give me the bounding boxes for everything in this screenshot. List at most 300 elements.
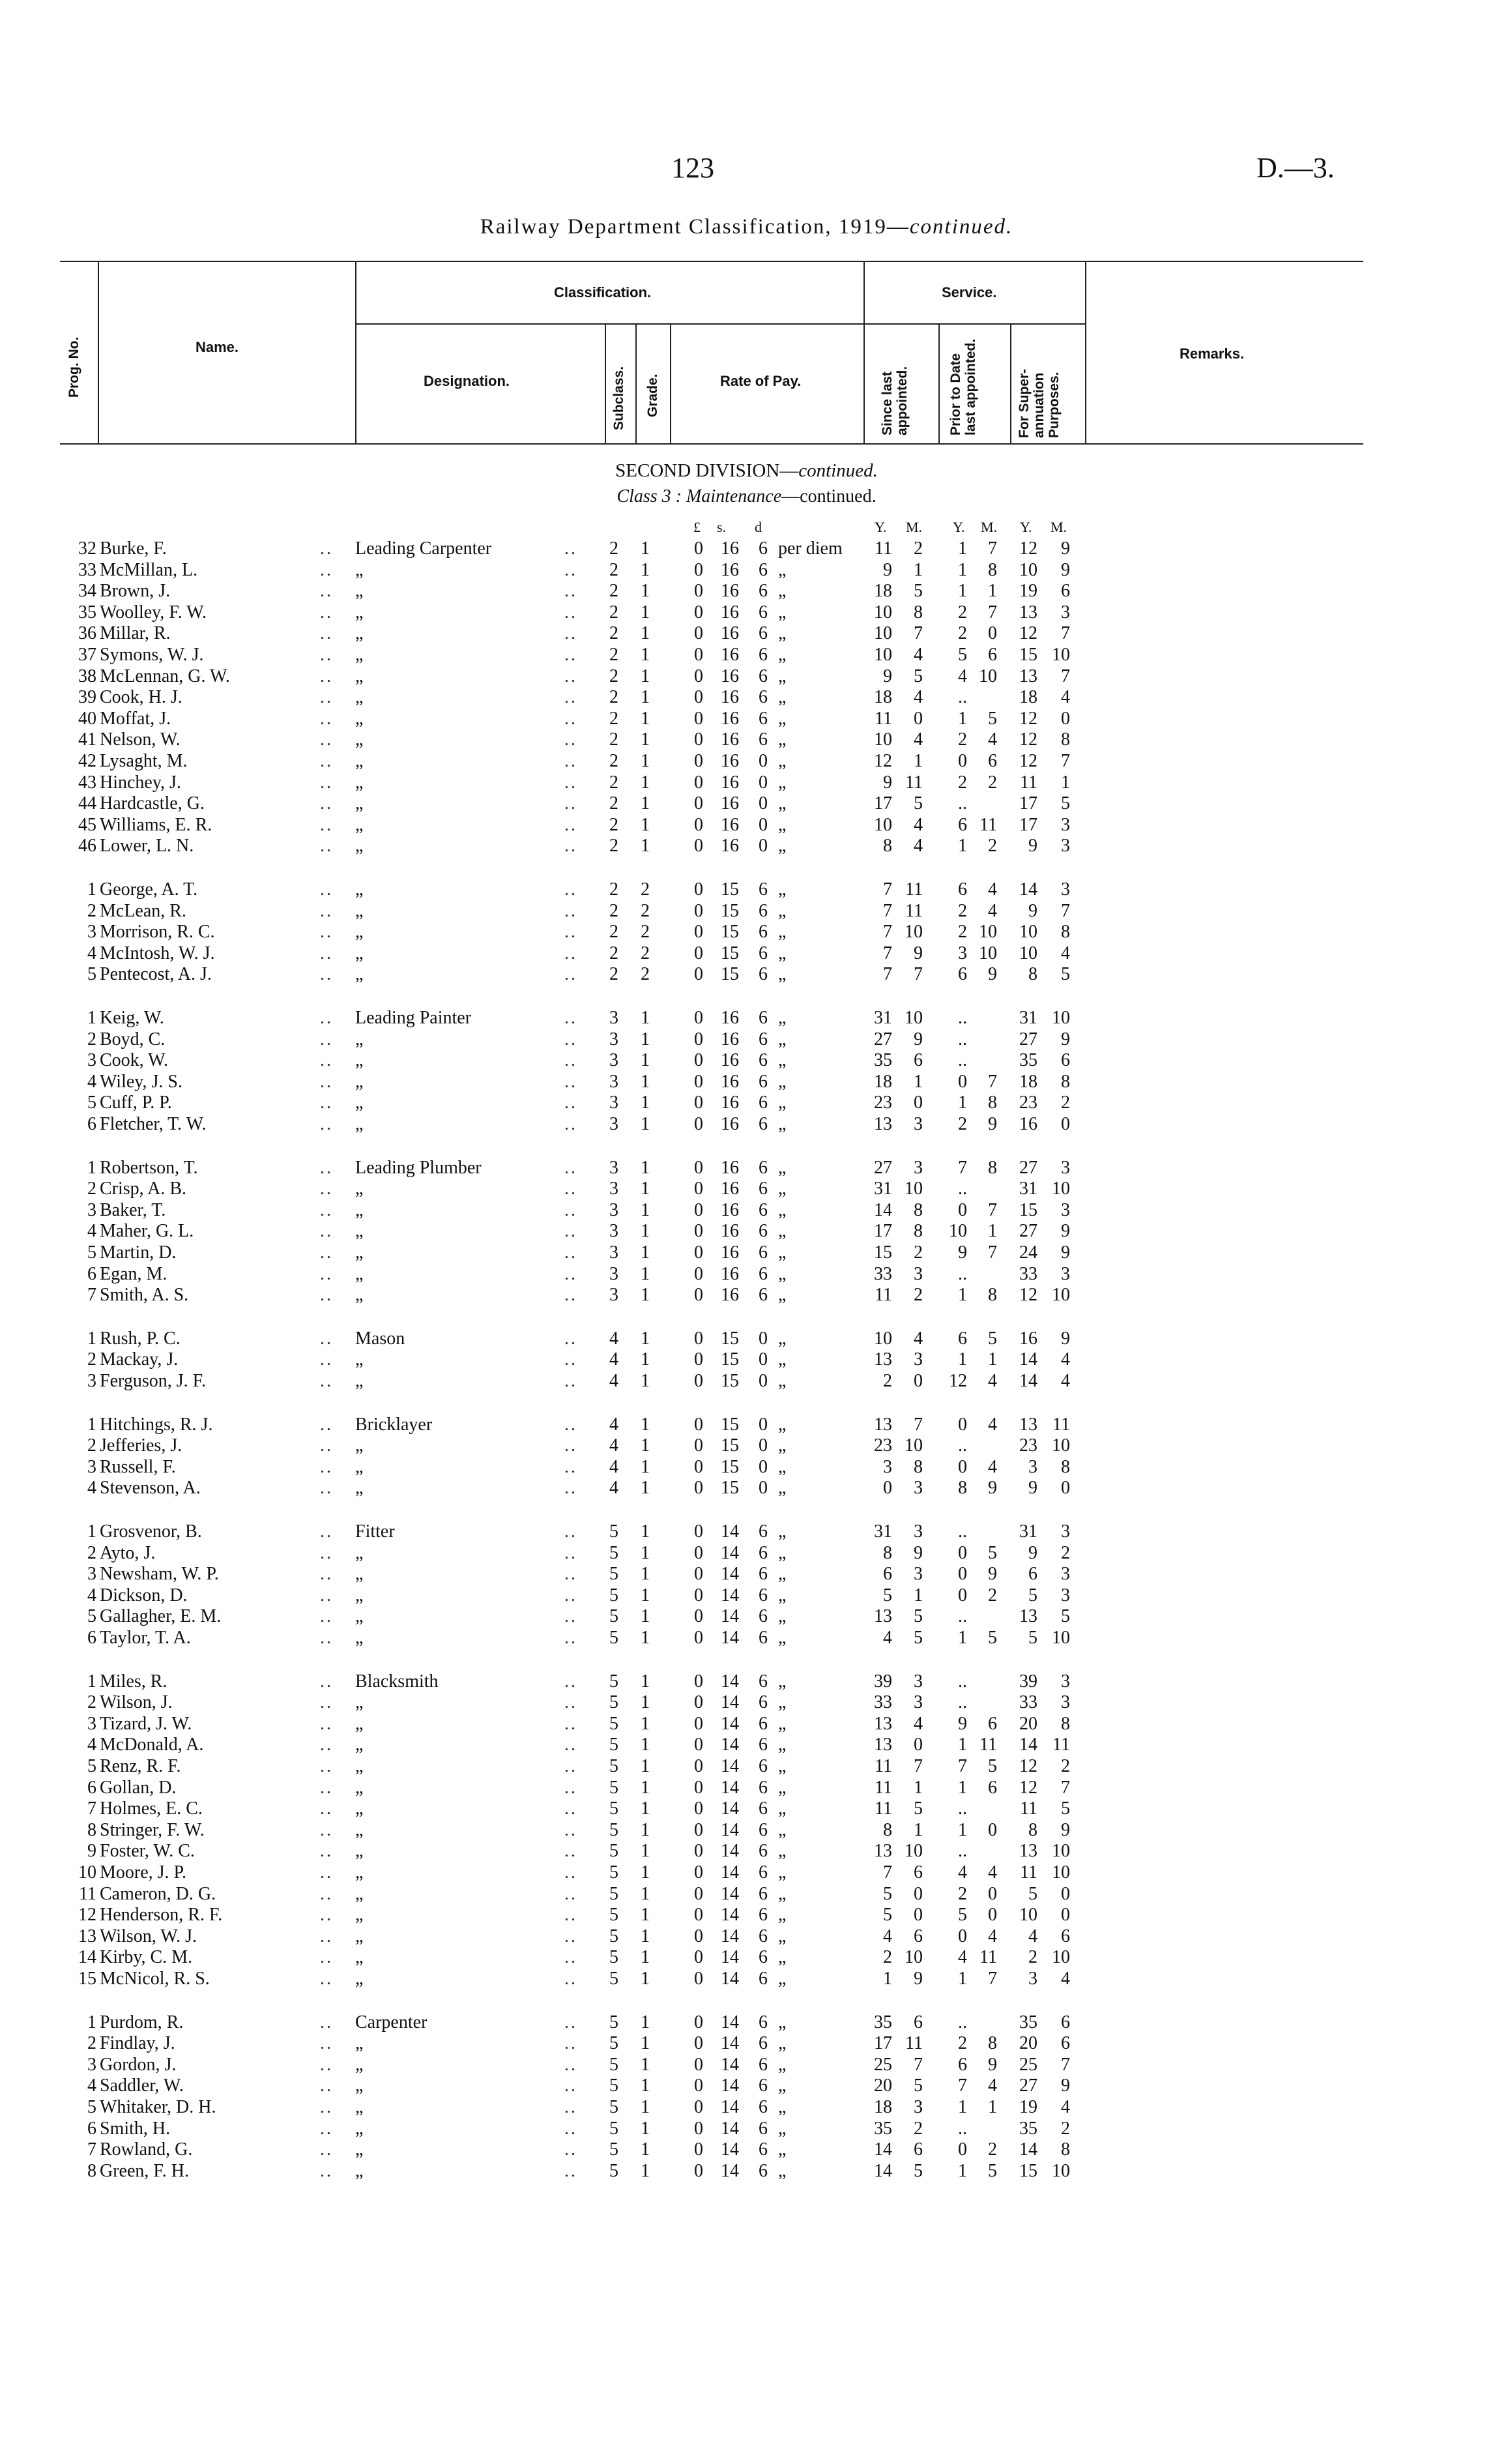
- table-row: [0, 2119, 1493, 2139]
- designation: „: [355, 1242, 364, 1263]
- pay-period: „: [778, 1564, 787, 1584]
- table-row: [0, 1606, 1493, 1627]
- subclass: 5: [609, 1884, 618, 1904]
- since-last-years: 31: [874, 1008, 892, 1028]
- since-last-months: 6: [914, 1862, 923, 1883]
- designation: Fitter: [355, 1521, 395, 1542]
- prior-years: ..: [958, 1008, 967, 1028]
- pay-pence: 6: [759, 1564, 768, 1584]
- super-years: 25: [1019, 2055, 1037, 2075]
- leader-dots: ..: [320, 943, 333, 963]
- subclass: 3: [609, 1221, 618, 1241]
- title-main: Railway Department Classification, 1919—: [480, 215, 910, 239]
- pay-period: „: [778, 729, 787, 750]
- leader-dots: ..: [564, 1093, 577, 1113]
- pay-pounds: 0: [694, 709, 703, 729]
- header-col-divider: [355, 261, 356, 443]
- pay-shillings: 15: [721, 1457, 739, 1477]
- super-months: 10: [1052, 1862, 1070, 1883]
- leader-dots: ..: [564, 1884, 577, 1904]
- pay-pence: 6: [759, 623, 768, 643]
- prog-number: 39: [78, 687, 96, 707]
- prior-years: 1: [958, 581, 967, 601]
- designation: „: [355, 1756, 364, 1776]
- table-row: [0, 1008, 1493, 1029]
- prog-number: 11: [79, 1884, 96, 1904]
- prior-years: ..: [958, 1029, 967, 1049]
- super-years: 10: [1019, 560, 1037, 580]
- since-last-years: 10: [874, 602, 892, 623]
- grade: 1: [641, 1050, 650, 1070]
- subclass: 3: [609, 1114, 618, 1134]
- grade: 1: [641, 1820, 650, 1840]
- pay-period: „: [778, 1435, 787, 1456]
- unit-months: M.: [906, 519, 923, 535]
- leader-dots: ..: [320, 687, 333, 707]
- unit-months: M.: [981, 519, 998, 535]
- prior-months: 6: [988, 1778, 997, 1798]
- pay-pence: 6: [759, 1969, 768, 1989]
- pay-pence: 0: [759, 1371, 768, 1391]
- table-row: [0, 2097, 1493, 2118]
- pay-period: „: [778, 943, 787, 963]
- subclass: 3: [609, 1008, 618, 1028]
- super-months: 7: [1061, 666, 1070, 686]
- prog-number: 8: [87, 1820, 96, 1840]
- grade: 1: [641, 581, 650, 601]
- since-last-months: 0: [914, 1735, 923, 1755]
- since-last-months: 4: [914, 645, 923, 665]
- pay-pence: 0: [759, 1457, 768, 1477]
- leader-dots: ..: [320, 709, 333, 729]
- pay-shillings: 15: [721, 901, 739, 921]
- pay-pence: 6: [759, 2139, 768, 2160]
- leader-dots: ..: [564, 1349, 577, 1370]
- subclass: 5: [609, 1947, 618, 1967]
- table-row: [0, 1264, 1493, 1285]
- super-years: 13: [1019, 602, 1037, 623]
- pay-pence: 6: [759, 1242, 768, 1263]
- employee-name: Rush, P. C.: [100, 1328, 181, 1349]
- prior-months: 8: [988, 1158, 997, 1178]
- leader-dots: ..: [320, 1179, 333, 1199]
- subclass: 5: [609, 1671, 618, 1692]
- super-years: 8: [1028, 964, 1037, 984]
- designation: „: [355, 560, 364, 580]
- grade: 1: [641, 1435, 650, 1456]
- super-years: 5: [1028, 1585, 1037, 1606]
- prog-number: 2: [87, 1435, 96, 1456]
- leader-dots: ..: [564, 1735, 577, 1755]
- super-years: 11: [1020, 1798, 1037, 1819]
- super-years: 2: [1028, 1947, 1037, 1967]
- page-title: [0, 215, 1493, 239]
- prior-months: 5: [988, 1543, 997, 1563]
- prog-number: 5: [87, 1606, 96, 1626]
- leader-dots: ..: [320, 1349, 333, 1370]
- employee-name: Symons, W. J.: [100, 645, 204, 665]
- leader-dots: ..: [564, 1969, 577, 1989]
- table-row: [0, 602, 1493, 623]
- prior-years: 2: [958, 602, 967, 623]
- leader-dots: ..: [320, 1114, 333, 1134]
- prog-number: 3: [87, 1714, 96, 1734]
- designation: „: [355, 1841, 364, 1861]
- super-months: 10: [1052, 1628, 1070, 1648]
- leader-dots: ..: [320, 1200, 333, 1220]
- leader-dots: ..: [564, 964, 577, 984]
- leader-dots: ..: [564, 1543, 577, 1563]
- header-col-divider: [670, 323, 671, 443]
- leader-dots: ..: [564, 1841, 577, 1861]
- since-last-years: 18: [874, 687, 892, 707]
- employee-name: Egan, M.: [100, 1264, 167, 1284]
- super-years: 27: [1019, 1158, 1037, 1178]
- pay-period: „: [778, 1371, 787, 1391]
- header-col-divider: [1085, 261, 1086, 443]
- grade: 1: [641, 1114, 650, 1134]
- leader-dots: ..: [564, 666, 577, 686]
- prior-months: 1: [988, 1221, 997, 1241]
- since-last-years: 7: [883, 901, 892, 921]
- prog-number: 6: [87, 1114, 96, 1134]
- pay-period: „: [778, 560, 787, 580]
- prog-number: 2: [87, 1692, 96, 1712]
- pay-pence: 6: [759, 1735, 768, 1755]
- since-last-years: 1: [883, 1969, 892, 1989]
- pay-period: „: [778, 1671, 787, 1692]
- super-months: 5: [1061, 1606, 1070, 1626]
- designation: „: [355, 815, 364, 835]
- table-row: [0, 901, 1493, 922]
- leader-dots: ..: [320, 1606, 333, 1626]
- header-since-last: Since last appointed.: [880, 366, 910, 435]
- leader-dots: ..: [564, 1714, 577, 1734]
- pay-pence: 6: [759, 2075, 768, 2096]
- pay-pounds: 0: [694, 1072, 703, 1092]
- pay-pounds: 0: [694, 2161, 703, 2181]
- pay-shillings: 14: [721, 1820, 739, 1840]
- super-years: 12: [1019, 1756, 1037, 1776]
- grade: 1: [641, 1671, 650, 1692]
- pay-shillings: 14: [721, 2055, 739, 2075]
- leader-dots: ..: [564, 1862, 577, 1883]
- since-last-months: 3: [914, 1564, 923, 1584]
- subclass: 3: [609, 1285, 618, 1305]
- since-last-years: 3: [883, 1457, 892, 1477]
- since-last-months: 6: [914, 2139, 923, 2160]
- pay-pounds: 0: [694, 1328, 703, 1349]
- designation: „: [355, 772, 364, 793]
- pay-pence: 0: [759, 836, 768, 856]
- since-last-years: 0: [883, 1478, 892, 1498]
- prog-number: 3: [87, 1371, 96, 1391]
- leader-dots: ..: [564, 1606, 577, 1626]
- pay-pounds: 0: [694, 1778, 703, 1798]
- prior-years: 2: [958, 1114, 967, 1134]
- leader-dots: ..: [564, 1285, 577, 1305]
- leader-dots: ..: [320, 1926, 333, 1946]
- leader-dots: ..: [564, 1905, 577, 1925]
- grade: 1: [641, 1371, 650, 1391]
- header-designation: Designation.: [424, 373, 510, 389]
- employee-name: Henderson, R. F.: [100, 1905, 223, 1925]
- prior-years: 1: [958, 1735, 967, 1755]
- leader-dots: ..: [564, 2097, 577, 2117]
- since-last-years: 7: [883, 1862, 892, 1883]
- header-col-divider: [938, 323, 940, 443]
- leader-dots: ..: [564, 623, 577, 643]
- pay-pounds: 0: [694, 1841, 703, 1861]
- prior-years: 1: [958, 1628, 967, 1648]
- prior-months: 8: [988, 1093, 997, 1113]
- super-years: 14: [1019, 1349, 1037, 1370]
- prog-number: 41: [78, 729, 96, 750]
- designation: „: [355, 2033, 364, 2053]
- designation: „: [355, 729, 364, 750]
- pay-pounds: 0: [694, 1692, 703, 1712]
- prior-years: 2: [958, 623, 967, 643]
- since-last-months: 9: [914, 1543, 923, 1563]
- since-last-years: 5: [883, 1884, 892, 1904]
- prog-number: 2: [87, 1543, 96, 1563]
- leader-dots: ..: [564, 1478, 577, 1498]
- pay-pence: 6: [759, 1905, 768, 1925]
- table-row: [0, 560, 1493, 581]
- since-last-months: 11: [905, 901, 923, 921]
- leader-dots: ..: [564, 793, 577, 814]
- super-years: 13: [1019, 1606, 1037, 1626]
- pay-shillings: 14: [721, 2119, 739, 2139]
- prog-number: 8: [87, 2161, 96, 2181]
- pay-shillings: 16: [721, 815, 739, 835]
- since-last-years: 2: [883, 1947, 892, 1967]
- super-years: 4: [1028, 1926, 1037, 1946]
- prior-months: 4: [988, 1862, 997, 1883]
- leader-dots: ..: [564, 538, 577, 559]
- designation: Carpenter: [355, 2012, 428, 2032]
- pay-pence: 6: [759, 2033, 768, 2053]
- grade: 1: [641, 1905, 650, 1925]
- prog-number: 4: [87, 1072, 96, 1092]
- pay-period: „: [778, 1415, 787, 1435]
- prior-months: 1: [988, 2097, 997, 2117]
- since-last-years: 6: [883, 1564, 892, 1584]
- subclass: 2: [609, 560, 618, 580]
- super-years: 12: [1019, 751, 1037, 771]
- grade: 1: [641, 1029, 650, 1049]
- since-last-years: 13: [874, 1606, 892, 1626]
- leader-dots: ..: [320, 1905, 333, 1925]
- pay-pounds: 0: [694, 1435, 703, 1456]
- leader-dots: ..: [320, 1841, 333, 1861]
- designation: „: [355, 1200, 364, 1220]
- leader-dots: ..: [320, 2119, 333, 2139]
- subclass: 5: [609, 1969, 618, 1989]
- pay-shillings: 16: [721, 1158, 739, 1178]
- pay-pounds: 0: [694, 1884, 703, 1904]
- since-last-years: 9: [883, 772, 892, 793]
- subclass: 5: [609, 2075, 618, 2096]
- employee-name: Hinchey, J.: [100, 772, 181, 793]
- prior-years: 2: [958, 772, 967, 793]
- subclass: 2: [609, 623, 618, 643]
- pay-pence: 6: [759, 581, 768, 601]
- leader-dots: ..: [320, 1585, 333, 1606]
- prior-years: ..: [958, 1264, 967, 1284]
- pay-shillings: 14: [721, 1671, 739, 1692]
- super-months: 6: [1061, 2033, 1070, 2053]
- pay-shillings: 14: [721, 1692, 739, 1712]
- pay-shillings: 14: [721, 2161, 739, 2181]
- since-last-months: 8: [914, 602, 923, 623]
- employee-name: Smith, H.: [100, 2119, 171, 2139]
- pay-period: „: [778, 1158, 787, 1178]
- leader-dots: ..: [320, 1969, 333, 1989]
- since-last-years: 31: [874, 1521, 892, 1542]
- employee-name: McLennan, G. W.: [100, 666, 230, 686]
- table-row: [0, 751, 1493, 772]
- table-row: [0, 645, 1493, 666]
- super-months: 3: [1061, 602, 1070, 623]
- grade: 1: [641, 1628, 650, 1648]
- header-col-divider: [98, 261, 99, 443]
- super-months: 2: [1061, 1756, 1070, 1776]
- table-row: [0, 709, 1493, 729]
- prog-number: 4: [87, 1221, 96, 1241]
- super-months: 5: [1061, 793, 1070, 814]
- designation: „: [355, 901, 364, 921]
- leader-dots: ..: [320, 793, 333, 814]
- table-row: [0, 2012, 1493, 2033]
- since-last-months: 1: [914, 1778, 923, 1798]
- prog-number: 3: [87, 1050, 96, 1070]
- super-years: 9: [1028, 1543, 1037, 1563]
- grade: 1: [641, 2097, 650, 2117]
- header-name: Name.: [196, 339, 239, 355]
- super-months: 3: [1061, 836, 1070, 856]
- pay-pence: 6: [759, 1521, 768, 1542]
- pay-pence: 6: [759, 943, 768, 963]
- prog-number: 12: [78, 1905, 96, 1925]
- since-last-months: 8: [914, 1457, 923, 1477]
- super-months: 3: [1061, 815, 1070, 835]
- table-row: [0, 1820, 1493, 1841]
- prior-years: 0: [958, 1415, 967, 1435]
- leader-dots: ..: [564, 1158, 577, 1178]
- pay-shillings: 14: [721, 2075, 739, 2096]
- prog-number: 7: [87, 1285, 96, 1305]
- grade: 1: [641, 2033, 650, 2053]
- prior-months: 8: [988, 1285, 997, 1305]
- super-months: 8: [1061, 1457, 1070, 1477]
- pay-shillings: 16: [721, 793, 739, 814]
- pay-period: „: [778, 1947, 787, 1967]
- prog-number: 3: [87, 1457, 96, 1477]
- header-subclass: Subclass.: [611, 366, 626, 430]
- leader-dots: ..: [564, 1457, 577, 1477]
- pay-period: „: [778, 1478, 787, 1498]
- page-number: 123: [671, 152, 714, 184]
- pay-pounds: 0: [694, 729, 703, 750]
- prior-years: 6: [958, 815, 967, 835]
- pay-pounds: 0: [694, 772, 703, 793]
- pay-pounds: 0: [694, 1050, 703, 1070]
- super-years: 14: [1019, 2139, 1037, 2160]
- pay-pence: 0: [759, 793, 768, 814]
- since-last-months: 5: [914, 2075, 923, 2096]
- prior-months: 5: [988, 1328, 997, 1349]
- prog-number: 1: [87, 1521, 96, 1542]
- pay-pence: 6: [759, 1628, 768, 1648]
- since-last-years: 4: [883, 1628, 892, 1648]
- prog-number: 43: [78, 772, 96, 793]
- pay-shillings: 16: [721, 645, 739, 665]
- super-months: 10: [1052, 1435, 1070, 1456]
- pay-pence: 6: [759, 645, 768, 665]
- prior-months: 1: [988, 581, 997, 601]
- since-last-years: 4: [883, 1926, 892, 1946]
- prior-years: 2: [958, 901, 967, 921]
- leader-dots: ..: [564, 1564, 577, 1584]
- employee-name: Wilson, J.: [100, 1692, 173, 1712]
- prior-years: ..: [958, 1692, 967, 1712]
- super-months: 9: [1061, 1221, 1070, 1241]
- super-years: 15: [1019, 645, 1037, 665]
- super-years: 10: [1019, 943, 1037, 963]
- pay-period: „: [778, 1093, 787, 1113]
- subclass: 5: [609, 1862, 618, 1883]
- prior-years: ..: [958, 1435, 967, 1456]
- unit-pence: d: [755, 519, 762, 535]
- since-last-years: 23: [874, 1435, 892, 1456]
- designation: Bricklayer: [355, 1415, 433, 1435]
- designation: „: [355, 2161, 364, 2181]
- super-years: 8: [1028, 1820, 1037, 1840]
- employee-name: Maher, G. L.: [100, 1221, 194, 1241]
- since-last-years: 35: [874, 1050, 892, 1070]
- table-row: [0, 1114, 1493, 1135]
- table-row: [0, 538, 1493, 559]
- pay-shillings: 15: [721, 1415, 739, 1435]
- designation: „: [355, 2139, 364, 2160]
- designation: „: [355, 1969, 364, 1989]
- leader-dots: ..: [320, 1947, 333, 1967]
- super-months: 0: [1061, 1478, 1070, 1498]
- subclass: 5: [609, 2139, 618, 2160]
- pay-shillings: 16: [721, 538, 739, 559]
- pay-pounds: 0: [694, 1114, 703, 1134]
- since-last-months: 0: [914, 1093, 923, 1113]
- pay-pounds: 0: [694, 1543, 703, 1563]
- pay-pence: 6: [759, 1606, 768, 1626]
- leader-dots: ..: [320, 560, 333, 580]
- grade: 1: [641, 2119, 650, 2139]
- super-months: 6: [1061, 1050, 1070, 1070]
- pay-shillings: 14: [721, 1735, 739, 1755]
- prog-number: 3: [87, 2055, 96, 2075]
- prog-number: 4: [87, 1735, 96, 1755]
- pay-shillings: 16: [721, 1008, 739, 1028]
- designation: „: [355, 645, 364, 665]
- since-last-months: 1: [914, 1820, 923, 1840]
- since-last-years: 18: [874, 2097, 892, 2117]
- prior-years: 9: [958, 1242, 967, 1263]
- pay-period: „: [778, 2075, 787, 2096]
- prior-years: 1: [958, 1969, 967, 1989]
- leader-dots: ..: [564, 1415, 577, 1435]
- pay-pence: 6: [759, 1114, 768, 1134]
